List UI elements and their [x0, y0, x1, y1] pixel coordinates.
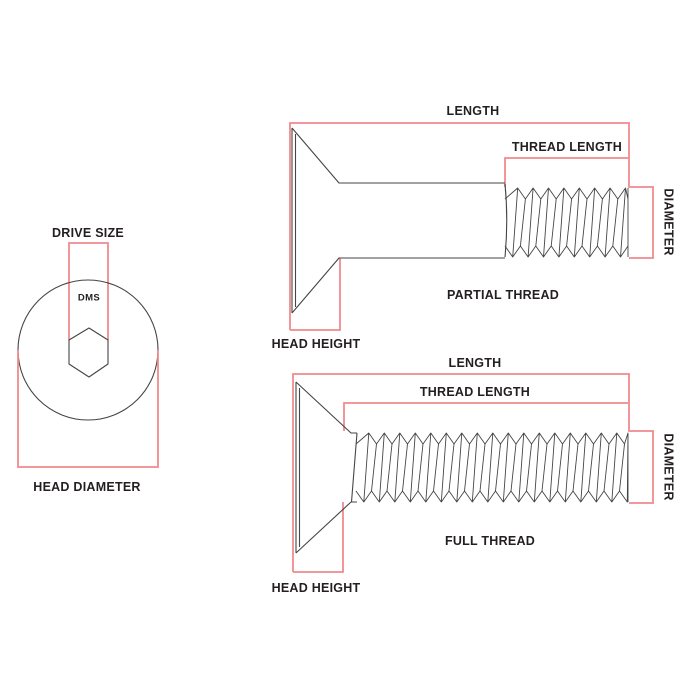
drive-marking-label: DMS — [77, 292, 101, 304]
full-head-height-dimension — [293, 502, 343, 572]
partial-thread-length-label: THREAD LENGTH — [511, 139, 623, 154]
partial-length-label: LENGTH — [446, 103, 500, 118]
partial-thread-caption: PARTIAL THREAD — [446, 287, 560, 302]
full-screw-head-outline — [296, 382, 357, 553]
full-diameter-label: DIAMETER — [661, 433, 676, 501]
full-thread-length-dimension — [344, 403, 629, 431]
full-length-label: LENGTH — [448, 355, 502, 370]
partial-thread-length-dimension — [505, 158, 629, 187]
partial-screw-head-outline — [292, 128, 507, 313]
full-head-height-label: HEAD HEIGHT — [271, 580, 361, 595]
head-diameter-dimension-bracket — [18, 350, 158, 467]
full-thread-profile — [356, 433, 628, 502]
full-thread-caption: FULL THREAD — [444, 533, 536, 548]
hex-socket-outline — [69, 328, 108, 377]
drive-size-label: DRIVE SIZE — [52, 225, 124, 240]
head-top-view-figure — [18, 243, 158, 467]
full-thread-length-label: THREAD LENGTH — [419, 384, 531, 399]
partial-head-height-label: HEAD HEIGHT — [271, 336, 361, 351]
partial-thread-profile — [505, 188, 628, 257]
partial-diameter-label: DIAMETER — [661, 188, 676, 256]
partial-head-height-dimension — [290, 258, 340, 330]
head-diameter-label: HEAD DIAMETER — [33, 479, 141, 494]
